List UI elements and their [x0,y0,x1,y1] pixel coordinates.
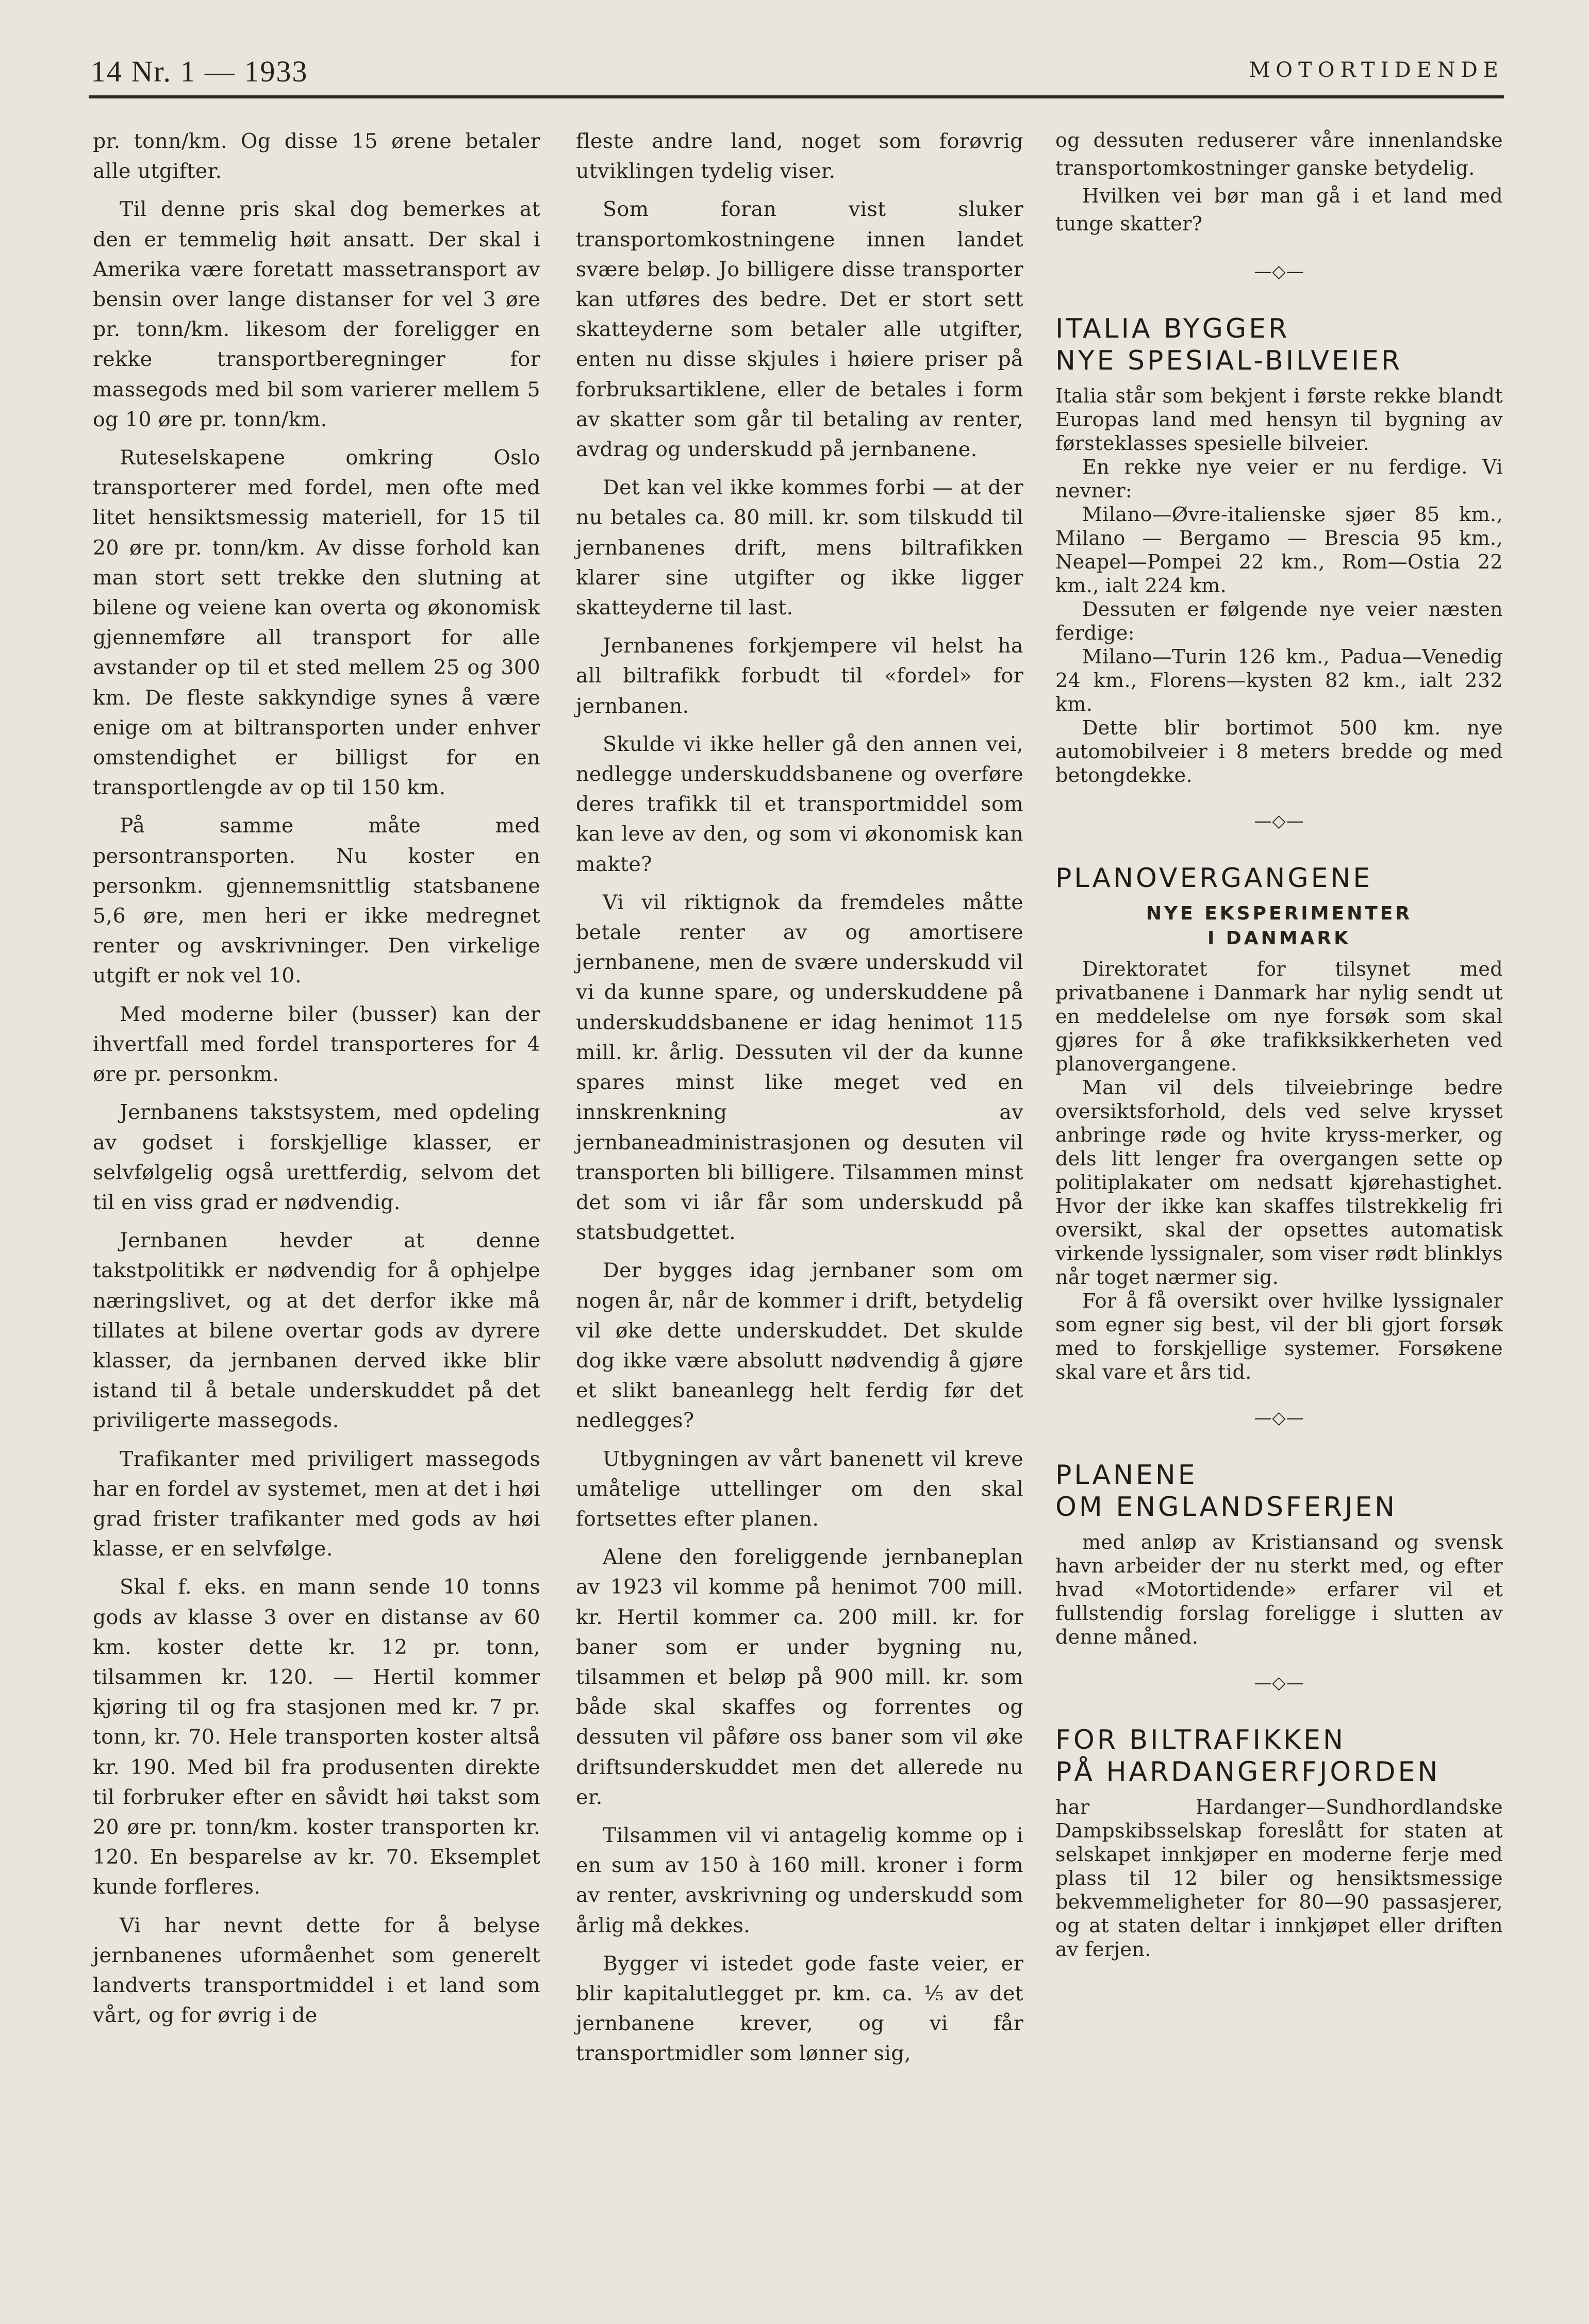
paragraph: Direktoratet for tilsynet med privatbanene i Danmark har nylig sendt ut en meddelelse om nye forsøk som skal gjøres for å øke trafikksikkerheten ved planovergangene. [1055,958,1503,1075]
paragraph: fleste andre land, noget som forøvrig utviklingen tydelig viser. [576,129,1023,183]
section-separator: —◇— [1254,261,1304,282]
paragraph: Italia står som bekjent i første rekke blandt Europas land med hensyn til bygning av førsteklasses spesielle bilveier. [1055,384,1503,455]
paragraph: Til denne pris skal dog bemerkes at den er temmelig høit ansatt. Der skal i Amerika være foretatt massetransport av bensin over lange distanser for vel 3 øre pr. tonn/km. likesom der foreligger en rekke transportberegninger for massegods med bil som varierer mellem 5 og 10 øre pr. tonn/km. [93,197,540,431]
subtitle-line: I DANMARK [1207,928,1351,949]
article-italia [1055,313,1503,787]
paragraph: Jernbanens takstsystem, med opdeling av godset i forskjellige klasser, er selvfølgelig også urettferdig, selvom det til en viss grad er nødvendig. [93,1100,540,1214]
article-title [1055,1459,1503,1523]
title-line: PLANENE [1055,1460,1198,1491]
article-title [1055,313,1503,377]
paragraph: På samme måte med persontransporten. Nu koster en personkm. gjennemsnittlig statsbanene 5,6 øre, men heri er ikke medregnet renter og avskrivninger. Den virkelige utgift er nok vel 10. [93,814,540,988]
paragraph: Utbygningen av vårt banenett vil kreve umåtelige uttellinger om den skal fortsettes efter planen. [576,1447,1023,1531]
column-2 [576,126,1023,2077]
paragraph: Der bygges idag jernbaner som om nogen år, når de kommer i drift, betydelig vil øke dette underskuddet. Det skulde dog ikke være absolutt nødvendig å gjøre et slikt baneanlegg helt ferdig før det nedlegges? [576,1259,1023,1433]
paragraph: Tilsammen vil vi antagelig komme op i en sum av 150 à 160 mill. kroner i form av renter, avskrivning og underskudd som årlig må dekkes. [576,1823,1023,1937]
article-hardangerfjorden [1055,1724,1503,1961]
article-planovergangene [1055,862,1503,1384]
paragraph: Hvilken vei bør man gå i et land med tunge skatter? [1055,185,1503,235]
title-line: ITALIA BYGGER [1055,313,1290,344]
paragraph: Man vil dels tilveiebringe bedre oversiktsforhold, dels ved selve krysset anbringe røde og hvite kryss-merker, og dels litt lenger fra overgangen sette op politiplakater om nedsatt kjørehastighet. Hvor der ikke kan skaffes tilstrekkelig fri oversikt, skal der opsettes automatisk virkende lyssignaler, som viser rødt blinklys når toget nærmer sig. [1055,1076,1503,1289]
title-line: OM ENGLANDSFERJEN [1055,1492,1398,1523]
paragraph: Dessuten er følgende nye veier næsten ferdige: [1055,598,1503,644]
section-separator: —◇— [1254,1408,1304,1428]
paragraph: Med moderne biler (busser) kan der ihvertfall med fordel transporteres for 4 øre pr. personkm. [93,1002,540,1086]
page-header [89,49,1504,98]
section-separator: —◇— [1254,1673,1304,1693]
paragraph: Jernbanenes forkjempere vil helst ha all biltrafikk forbudt til «fordel» for jernbanen. [576,634,1023,718]
paragraph: Milano—Øvre-italienske sjøer 85 km., Milano — Bergamo — Brescia 95 km., Neapel—Pompei 22 km., Rom—Ostia 22 km., ialt 224 km. [1055,503,1503,597]
section-separator: —◇— [1254,811,1304,831]
paragraph: Trafikanter med priviligert massegods har en fordel av systemet, men at det i høi grad frister trafikanter med gods av høi klasse, er en selvfølge. [93,1447,540,1561]
paragraph: Vi vil riktignok da fremdeles måtte betale renter av og amortisere jernbanene, men de svære underskudd vil vi da kunne spare, og underskuddene på underskuddsbanene er idag henimot 115 mill. kr. årlig. Dessuten vil der da kunne spares minst like meget ved en innskrenkning av jernbaneadministrasjonen og desuten vil transporten bli billigere. Tilsammen minst det som vi iår får som underskudd på statsbudgettet. [576,890,1023,1245]
paragraph: og dessuten reduserer våre innenlandske transportomkostninger ganske betydelig. [1055,129,1503,179]
paragraph: Som foran vist sluker transportomkostningene innen landet svære beløp. Jo billigere disse transporter kan utføres des bedre. Det er stort sett skatteyderne som betaler alle utgifter, enten nu disse skjules i høiere priser på forbruksartiklene, eller de betales i form av skatter som går til betaling av renter, avdrag og underskudd på jernbanene. [576,197,1023,462]
paragraph: Ruteselskapene omkring Oslo transporterer med fordel, men ofte med litet hensiktsmessig materiell, for 15 til 20 øre pr. tonn/km. Av disse forhold kan man stort sett trekke den slutning at bilene og veiene kan overta og økonomisk gjennemføre all transport for alle avstander op til et sted mellem 25 og 300 km. De fleste sakkyndige synes å være enige om at biltransporten under enhver omstendighet er billigst for en transportlengde av op til 150 km. [93,446,540,800]
column-1 [93,126,540,2038]
page-number-issue: 14 Nr. 1 — 1933 [91,55,308,88]
title-line: PÅ HARDANGERFJORDEN [1055,1757,1441,1787]
paragraph: For å få oversikt over hvilke lyssignaler som egner sig best, vil der bli gjort forsøk med to forskjellige systemer. Forsøkene skal vare et års tid. [1055,1290,1503,1383]
paragraph: Jernbanen hevder at denne takstpolitikk er nødvendig for å ophjelpe næringslivet, og at det derfor ikke må tillates at bilene overtar gods av dyrere klasser, da jernbanen derved ikke blir istand til å betale underskuddet på det priviligerte massegods. [93,1229,540,1433]
article-subtitle [1055,901,1503,951]
column-3 [1055,126,1503,1961]
article-englandsferjen [1055,1459,1503,1649]
article-title: PLANOVERGANGENE [1055,863,1373,894]
paragraph: pr. tonn/km. Og disse 15 ørene betaler alle utgifter. [93,129,540,183]
paragraph: En rekke nye veier er nu ferdige. Vi nevner: [1055,456,1503,502]
subtitle-line: NYE EKSPERIMENTER [1146,903,1413,924]
title-line: NYE SPESIAL-BILVEIER [1055,345,1403,376]
paragraph: med anløp av Kristiansand og svensk havn arbeider der nu sterkt med, og efter hvad «Motortidende» erfarer vil et fullstendig forslag foreligge i slutten av denne måned. [1055,1531,1503,1648]
article-title [1055,1724,1503,1788]
title-line: FOR BILTRAFIKKEN [1055,1725,1346,1755]
paragraph: Alene den foreliggende jernbaneplan av 1923 vil komme på henimot 700 mill. kr. Hertil kommer ca. 200 mill. kr. for baner som er under bygning nu, tilsammen et beløp på 900 mill. kr. som både skal skaffes og forrentes og dessuten vil påføre oss baner som vil øke driftsunderskuddet men det allerede nu er. [576,1545,1023,1809]
paragraph: Skulde vi ikke heller gå den annen vei, nedlegge underskuddsbanene og overføre deres trafikk til et transportmiddel som kan leve av den, og som vi økonomisk kan makte? [576,732,1023,876]
paragraph: Vi har nevnt dette for å belyse jernbanenes uformåenhet som generelt landverts transportmiddel i et land som vårt, og for øvrig i de [93,1913,540,2028]
paragraph: Milano—Turin 126 km., Padua—Venedig 24 km., Florens—kysten 82 km., ialt 232 km. [1055,645,1503,715]
paragraph: Bygger vi istedet gode faste veier, er blir kapitalutlegget pr. km. ca. ⅕ av det jernbanene krever, og vi får transportmidler som lønner sig, [576,1951,1023,2066]
paragraph: Det kan vel ikke kommes forbi — at der nu betales ca. 80 mill. kr. som tilskudd til jernbanenes drift, mens biltrafikken klarer sine utgifter og ikke ligger skatteyderne til last. [576,476,1023,620]
publication-name: MOTORTIDENDE [1249,58,1504,82]
paragraph: Dette blir bortimot 500 km. nye automobilveier i 8 meters bredde og med betongdekke. [1055,716,1503,787]
paragraph: har Hardanger—Sundhordlandske Dampskibsselskap foreslått for staten at selskapet innkjøper en moderne ferje med plass til 12 biler og hensiktsmessige bekvemmeligheter for 80—90 passasjerer, og at staten deltar i innkjøpet eller driften av ferjen. [1055,1796,1503,1961]
paragraph: Skal f. eks. en mann sende 10 tonns gods av klasse 3 over en distanse av 60 km. koster dette kr. 12 pr. tonn, tilsammen kr. 120. — Hertil kommer kjøring til og fra stasjonen med kr. 7 pr. tonn, kr. 70. Hele transporten koster altså kr. 190. Med bil fra produsenten direkte til forbruker efter en såvidt høi takst som 20 øre pr. tonn/km. koster transporten kr. 120. En besparelse av kr. 70. Eksemplet kunde forfleres. [93,1575,540,1899]
